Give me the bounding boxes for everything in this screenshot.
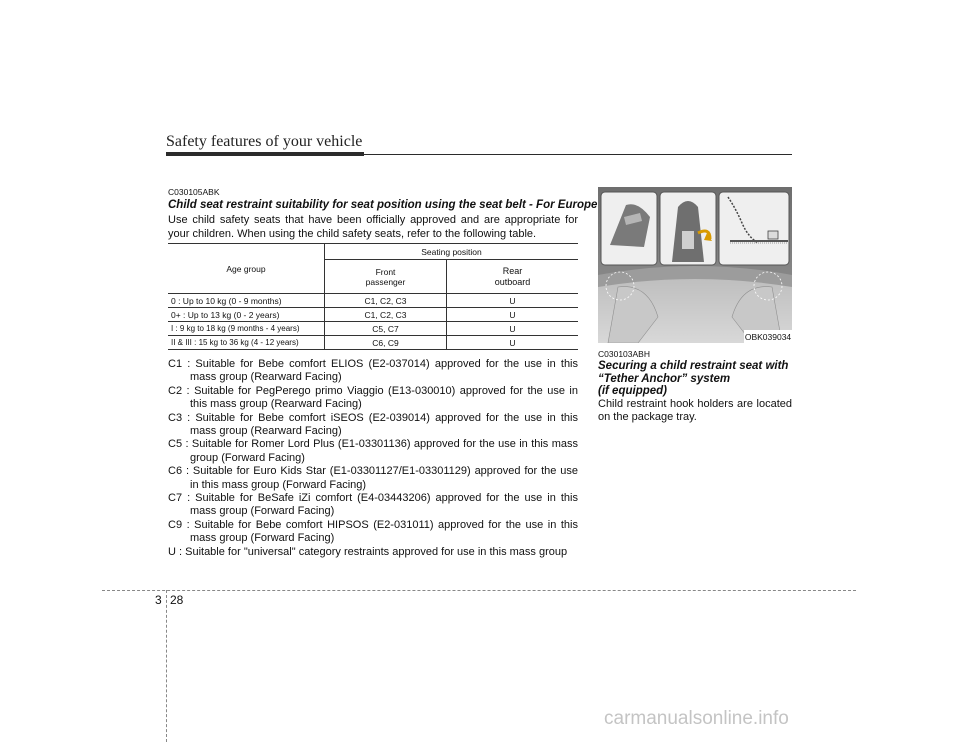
note-item: C3 : Suitable for Bebe comfort iSEOS (E2-039014) approved for the use in this mass group (Rearward Facing): [168, 411, 578, 438]
front-cell: C6, C9: [325, 336, 447, 350]
section-code-right: C030103ABH: [598, 349, 650, 359]
section-heading-left: Child seat restraint suitability for seat position using the seat belt - For Europe: [168, 199, 598, 211]
rear-outboard-header: [447, 260, 579, 294]
front-passenger-header: [325, 260, 447, 294]
front-cell: C1, C2, C3: [325, 308, 447, 322]
package-tray-illustration: [598, 187, 792, 343]
age-cell: 0 : Up to 10 kg (0 - 9 months): [168, 294, 325, 308]
notes-list: [168, 358, 578, 559]
header-rule-thick: [166, 152, 364, 156]
note-item: C1 : Suitable for Bebe comfort ELIOS (E2-037014) approved for the use in this mass group (Rearward Facing): [168, 358, 578, 384]
note-item: C5 : Suitable for Romer Lord Plus (E1-03301136) approved for the use in this mass group (Forward Facing): [168, 438, 578, 464]
rear-outboard-label: Rear outboard: [494, 265, 531, 287]
intro-paragraph: Use child safety seats that have been officially approved and are appropriate for your children. When using the child safety seats, refer to the following table.: [168, 214, 578, 240]
age-cell: I : 9 kg to 18 kg (9 months - 4 years): [168, 322, 325, 336]
note-item: C9 : Suitable for Bebe comfort HIPSOS (E2-031011) approved for the use in this mass group (Forward Facing): [168, 518, 578, 545]
section-heading-right: [598, 360, 794, 398]
footer-vertical-divider: [166, 590, 167, 742]
rear-cell: U: [447, 308, 579, 322]
heading-line: Securing a child restraint seat with: [598, 360, 789, 372]
note-item: C6 : Suitable for Euro Kids Star (E1-03301127/E1-03301129) approved for the use in this mass group (Forward Facing): [168, 465, 578, 491]
rear-cell: U: [447, 294, 579, 308]
section-code-left: C030105ABK: [168, 187, 220, 197]
seating-position-header: Seating position: [325, 244, 579, 260]
heading-line: “Tether Anchor” system: [598, 372, 731, 385]
heading-line: (if equipped): [598, 385, 667, 397]
page-header-title: Safety features of your vehicle: [166, 133, 363, 150]
table-row: [168, 308, 578, 322]
footer-divider: [102, 590, 856, 591]
table-row: [168, 294, 578, 308]
table-row: [168, 322, 578, 336]
rear-cell: U: [447, 322, 579, 336]
note-item: U : Suitable for "universal" category restraints approved for use in this mass group: [168, 545, 568, 558]
suitability-table: [168, 243, 578, 350]
front-cell: C5, C7: [325, 322, 447, 336]
table-row: [168, 336, 578, 350]
age-group-header: Age group: [168, 244, 325, 294]
illustration-label: OBK039034: [744, 332, 792, 342]
age-cell: 0+ : Up to 13 kg (0 - 2 years): [168, 308, 325, 322]
body-paragraph-right: Child restraint hook holders are located on the package tray.: [598, 398, 792, 424]
note-item: C7 : Suitable for BeSafe iZi comfort (E4-03443206) approved for the use in this mass group (Forward Facing): [168, 492, 578, 518]
section-number: 3: [155, 593, 162, 607]
front-cell: C1, C2, C3: [325, 294, 447, 308]
age-cell: II & III : 15 kg to 36 kg (4 - 12 years): [168, 336, 325, 350]
rear-cell: U: [447, 336, 579, 350]
front-passenger-label: Front passenger: [365, 266, 406, 287]
note-item: C2 : Suitable for PegPerego primo Viaggio (E13-030010) approved for the use in this mass group (Rearward Facing): [168, 384, 578, 411]
package-tray-drawing: [598, 187, 792, 343]
page-number: 28: [170, 593, 184, 607]
header-rule-thin: [364, 154, 792, 155]
watermark: carmanualsonline.info: [604, 708, 789, 729]
